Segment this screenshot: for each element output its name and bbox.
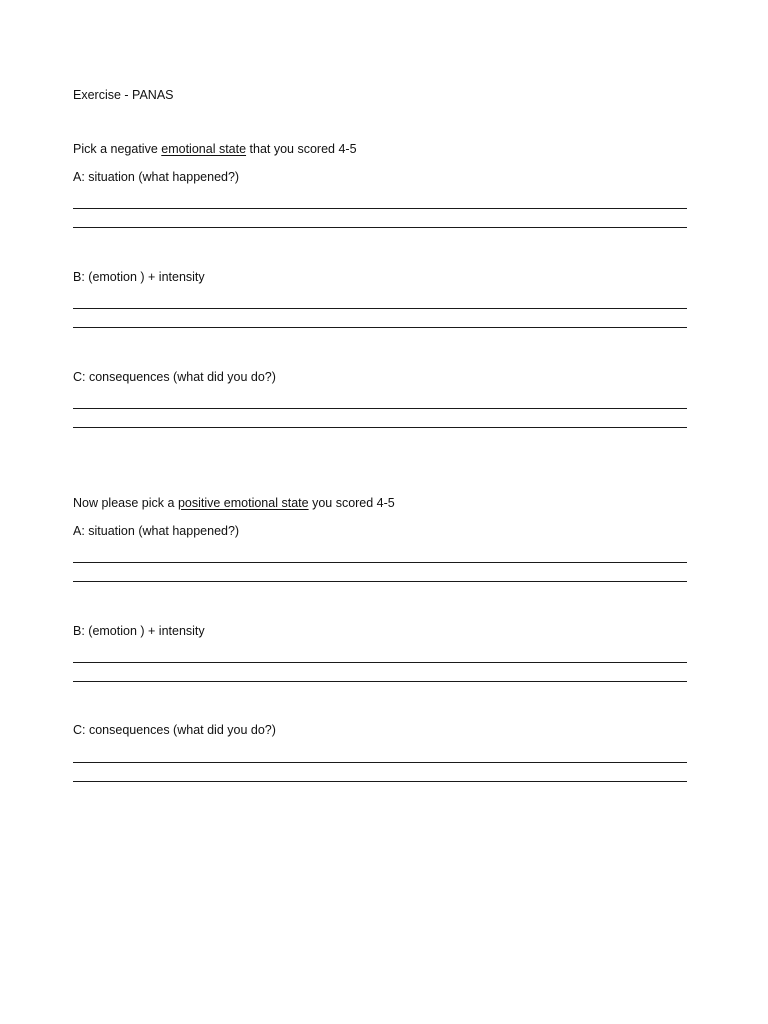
page-title: Exercise - PANAS <box>73 88 174 102</box>
answer-line-positive-c-1[interactable] <box>73 762 687 763</box>
positive-prompt-post: you scored 4-5 <box>312 496 395 510</box>
answer-line-negative-a-2[interactable] <box>73 227 687 228</box>
answer-line-positive-c-2[interactable] <box>73 781 687 782</box>
positive-b-label: B: (emotion ) + intensity <box>73 624 205 638</box>
answer-line-negative-a-1[interactable] <box>73 208 687 209</box>
positive-prompt <box>73 495 395 511</box>
answer-line-positive-b-1[interactable] <box>73 662 687 663</box>
positive-a-label: A: situation (what happened?) <box>73 524 240 538</box>
positive-c-label: C: consequences (what did you do?) <box>73 723 276 737</box>
answer-line-positive-a-2[interactable] <box>73 581 687 582</box>
negative-b-label: B: (emotion ) + intensity <box>73 270 205 284</box>
answer-line-negative-b-1[interactable] <box>73 308 687 309</box>
answer-line-negative-b-2[interactable] <box>73 327 687 328</box>
answer-line-negative-c-2[interactable] <box>73 427 687 428</box>
answer-line-positive-a-1[interactable] <box>73 562 687 563</box>
answer-line-negative-c-1[interactable] <box>73 408 687 409</box>
negative-c-label: C: consequences (what did you do?) <box>73 370 276 384</box>
negative-prompt <box>73 141 357 157</box>
negative-prompt-emphasis: emotional state <box>161 142 247 156</box>
negative-a-label: A: situation (what happened?) <box>73 170 240 184</box>
negative-prompt-pre: Pick a negative <box>73 142 158 156</box>
positive-prompt-pre: Now please pick a <box>73 496 175 510</box>
positive-prompt-emphasis: positive emotional state <box>177 496 309 510</box>
answer-line-positive-b-2[interactable] <box>73 681 687 682</box>
negative-prompt-post: that you scored 4-5 <box>249 142 357 156</box>
